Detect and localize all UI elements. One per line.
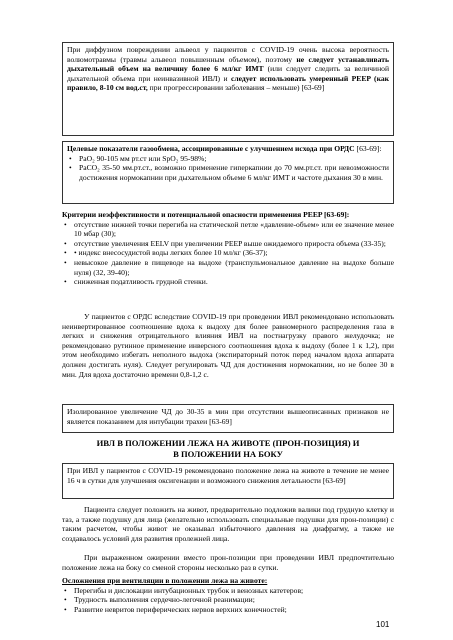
note-text: при прогрессировании заболевания – меньше) [63-69] [147, 83, 325, 93]
section-heading [62, 438, 394, 459]
heading-line: В ПОЛОЖЕНИИ НА БОКУ [173, 448, 283, 459]
paragraph-ratio: У пациентов с ОРДС вследствие COVID-19 при проведении ИВЛ рекомендовано использовать неинвертированное соотношение вдоха к выдоху для более равномерного распределения газа в легких и снижения отрицательного влияния ИВЛ на постнагрузку правого желудочка; не рекомендовано рутинное применение инверсного соотношения вдоха к выдоху (более 1 к 1,2), при этом необходимо избегать неполного выдоха (экспираторный поток перед началом вдоха аппарата должен достигать нуля). Следует регулировать ЧД для достижения нормокапнии, но не более 30 в мин. Для вдоха достаточно времени 0,8-1,2 с. [62, 312, 394, 379]
note-bold: следует использовать умеренный PEEP (как правило, 8-10 см вод.ст, [67, 73, 389, 93]
complications-list [62, 586, 394, 615]
note-box-volume [62, 42, 394, 136]
criteria-section [62, 210, 394, 287]
target-gas-box [62, 141, 394, 204]
complications-section [62, 576, 394, 614]
list-item: • Перегибы и дислокации интубационных трубок и венозных катетеров; [74, 586, 394, 596]
list-item: • невысокое давление в пищеводе на выдохе (транспульмональное давление на выдохе больше нуля) (32, 39-40); [74, 258, 394, 277]
paragraph-positioning: Пациента следует положить на живот, предварительно подложив валики под грудную клетку и таз, а также подушку для лица (желательно использовать специальные подушки для прон-позиции) с таким расчетом, чтобы живот не оказывал избыточного давления на диафрагму, а также не создавалось условий для развития пролежней лица. [62, 505, 394, 543]
box-title: Целевые показатели газообмена, ассоциированные с улучшением исхода при ОРДС [67, 144, 355, 153]
heading-line: ИВЛ В ПОЛОЖЕНИИ ЛЕЖА НА ЖИВОТЕ (ПРОН-ПОЗИЦИЯ) И [96, 438, 360, 448]
list-item: • отсутствие нижней точки перегиба на статической петле «давление-объем» или ее значение менее 10 мбар (30); [74, 220, 394, 239]
list-item: • • индекс внесосудистой воды легких более 10 мл/кг (36-37); [74, 248, 394, 258]
list-item: • Развитие невритов периферических нервов верхних конечностей; [74, 605, 394, 615]
page-number: 101 [376, 620, 390, 629]
note-text: При диффузном повреждении альвеол у пациентов с COVID-19 очень высока вероятность волюмотравмы (травмы альвеол повышенным объемом), поэтому [67, 45, 389, 64]
paragraph-obesity: При выраженном ожирении вместо прон-позиции при проведении ИВЛ предпочтительно положение лежа на боку со сменой стороны несколько раз в сутки. [62, 553, 394, 572]
complications-title: Осложнения при вентиляции в положении лежа на животе: [62, 576, 268, 585]
box-ref: [63-69]: [356, 144, 382, 153]
note-box-prone: При ИВЛ у пациентов с COVID-19 рекомендовано положение лежа на животе в течение не менее 16 ч в сутки для улучшения оксигенации и возможного снижения летальности [63-69] [62, 463, 394, 499]
note-bold: не следует устанавливать дыхательный объем на величину более 6 мл/кг ИМТ [67, 54, 389, 74]
list-item: • PaCO₂ 35-50 мм.рт.ст., возможно применение гиперкапнии до 70 мм.рт.ст. при невозможности достижения нормокапнии при дыхательном объеме 6 мл/кг ИМТ и частоте дыхания 30 в мин. [79, 163, 389, 182]
list-item: • сниженная податливость грудной стенки. [74, 277, 394, 287]
criteria-title: Критерии неэффективности и потенциальной опасности применения PEEP [62, 210, 323, 219]
list-item: • отсутствие увеличения EELV при увеличении PEEP выше ожидаемого прироста объема (33-35); [74, 239, 394, 249]
list-item: • PaO₂ 90-105 мм рт.ст или SpO₂ 95-98%; [79, 154, 389, 164]
criteria-list [62, 220, 394, 287]
criteria-ref: [63-69]: [322, 210, 350, 219]
list-item: • Трудность выполнения сердечно-легочной реанимации; [74, 595, 394, 605]
note-text: (или следует следить за величиной дыхательной объема при неинвазивной ИВЛ) и [67, 64, 390, 83]
note-box-rr: Изолированное увеличение ЧД до 30-35 в мин при отсутствии вышеописанных признаков не является показанием для интубации трахеи [63-69] [62, 404, 394, 433]
target-list [67, 154, 389, 183]
